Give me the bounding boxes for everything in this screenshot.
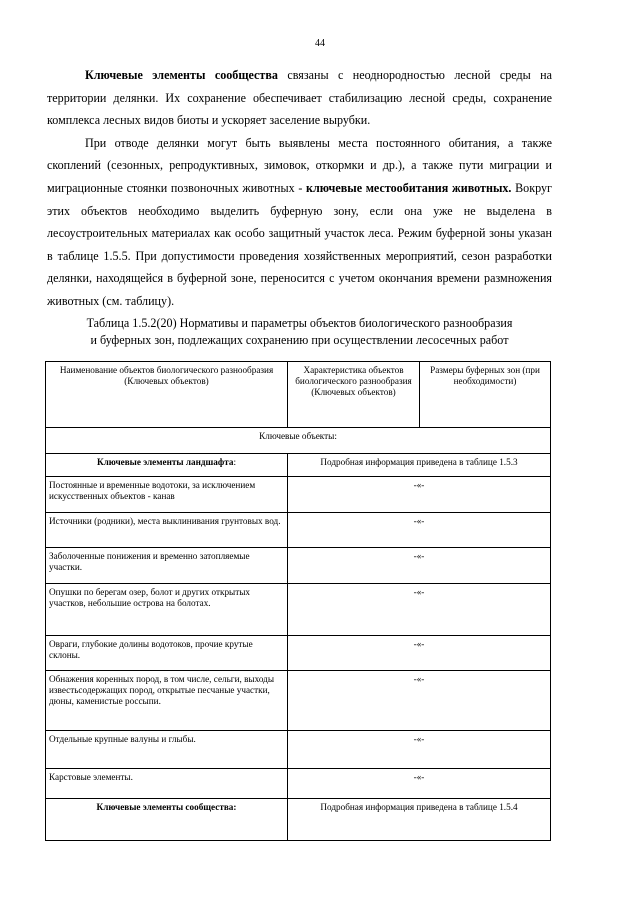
- key-habitats-term: ключевые местообитания животных.: [306, 180, 512, 195]
- table-caption: [47, 315, 552, 349]
- table-header-row: [46, 362, 551, 428]
- row-name: Заболоченные понижения и временно затопляемые участки.: [46, 548, 288, 584]
- row-value: -«-: [288, 671, 551, 731]
- row-value: -«-: [288, 548, 551, 584]
- paragraph-1-text: связаны с неоднородностью лесной среды на территории делянки. Их сохранение обеспечивает стабилизацию лесной среды, сохранение комплекса лесных видов биоты и ускоряет заселение вырубки.: [47, 68, 553, 128]
- row-name: Источники (родники), места выклинивания грунтовых вод.: [46, 513, 288, 548]
- table-row: [46, 548, 551, 584]
- row-value: -«-: [288, 636, 551, 671]
- community-row: [46, 799, 551, 841]
- page-number: 44: [315, 38, 325, 49]
- row-name: Отдельные крупные валуны и глыбы.: [46, 731, 288, 769]
- row-name: Карстовые элементы.: [46, 769, 288, 799]
- paragraph-2-text-a: При отводе делянки могут быть выявлены места постоянного обитания, а также скоплений (сезонных, репродуктивных, зимовок, откормки и др.), а также пути миграции и миграционные стоянки позвоночных животных -: [47, 135, 552, 195]
- row-value: -«-: [288, 731, 551, 769]
- landscape-label: [46, 454, 288, 477]
- table-row: [46, 584, 551, 636]
- row-value: -«-: [288, 584, 551, 636]
- table-row: [46, 731, 551, 769]
- row-name: Овраги, глубокие долины водотоков, прочие крутые склоны.: [46, 636, 288, 671]
- header-objects: Наименование объектов биологического разнообразия (Ключевых объектов): [46, 362, 288, 428]
- row-name: Опушки по берегам озер, болот и других открытых участков, небольшие острова на болотах.: [46, 584, 288, 636]
- table-row: [46, 477, 551, 513]
- caption-line-2: и буферных зон, подлежащих сохранению при осуществлении лесосечных работ: [90, 333, 509, 347]
- header-buffer-sizes: Размеры буферных зон (при необходимости): [420, 362, 551, 428]
- key-community-elements-term: Ключевые элементы сообщества: [85, 68, 278, 82]
- paragraph-2-text-b: Вокруг этих объектов необходимо выделить буферную зону, если она уже не выделена в лесоустроительных материалах как особо защитный участок леса. Режим буферной зоны указан в таблице 1.5.5. При допустимости проведения хозяйственных мероприятий, сезон разработки делянки, находящейся в буферной зоне, переносится с учетом окончания времени размножения животных (см. таблицу).: [47, 180, 552, 308]
- biodiversity-table: [45, 361, 551, 841]
- table-row: [46, 513, 551, 548]
- row-value: -«-: [288, 477, 551, 513]
- key-objects-heading: Ключевые объекты:: [46, 428, 551, 454]
- row-name: Обнажения коренных пород, в том числе, сельги, выходы известьсодержащих пород, открытые песчаные участки, дюны, каменистые россыпи.: [46, 671, 288, 731]
- table-row: [46, 769, 551, 799]
- row-value: -«-: [288, 513, 551, 548]
- landscape-info: Подробная информация приведена в таблице 1.5.3: [288, 454, 551, 477]
- row-value: -«-: [288, 769, 551, 799]
- community-label: Ключевые элементы сообщества:: [46, 799, 288, 841]
- table-row: [46, 636, 551, 671]
- caption-line-1: Таблица 1.5.2(20) Нормативы и параметры объектов биологического разнообразия: [86, 316, 513, 330]
- section-row: [46, 428, 551, 454]
- table-row: [46, 671, 551, 731]
- community-info: Подробная информация приведена в таблице 1.5.4: [288, 799, 551, 841]
- landscape-label-text: Ключевые элементы ландшафта: [96, 457, 234, 467]
- row-name: Постоянные и временные водотоки, за исключением искусственных объектов - канав: [46, 477, 288, 513]
- header-characteristics: Характеристика объектов биологического разнообразия (Ключевых объектов): [288, 362, 420, 428]
- landscape-label-colon: :: [233, 457, 237, 467]
- body-text: [47, 64, 552, 313]
- paragraph-2: [47, 132, 552, 313]
- landscape-row: [46, 454, 551, 477]
- paragraph-1: [47, 64, 552, 132]
